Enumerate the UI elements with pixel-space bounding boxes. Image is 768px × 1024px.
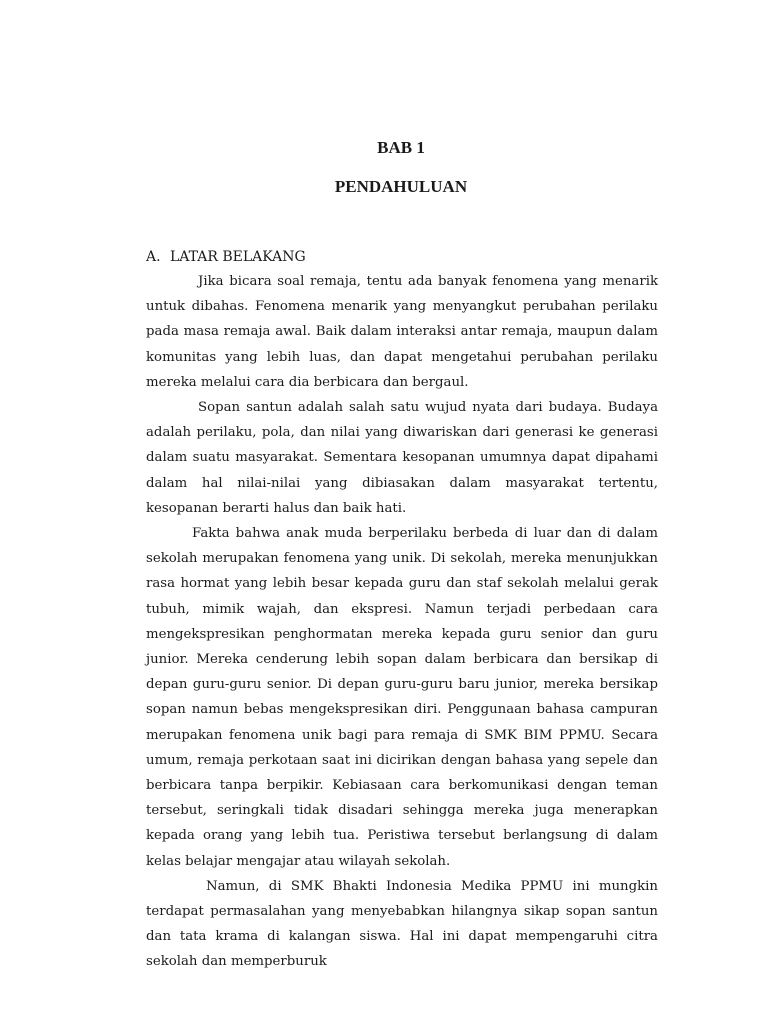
paragraph: Fakta bahwa anak muda berperilaku berbeda di luar dan di dalam sekolah merupakan fenomena yang unik. Di sekolah, mereka menunjukkan rasa hormat yang lebih besar kepada guru dan staf sekolah melalui gerak tubuh, mimik wajah, dan ekspresi. Namun terjadi perbedaan cara mengekspresikan penghormatan mereka kepada guru senior dan guru junior. Mereka cenderung lebih sopan dalam berbicara dan bersikap di depan guru-guru senior. Di depan guru-guru baru junior, mereka bersikap sopan namun bebas mengekspresikan diri. Penggunaan bahasa campuran merupakan fenomena unik bagi para remaja di SMK BIM PPMU. Secara umum, remaja perkotaan saat ini dicirikan dengan bahasa yang sepele dan berbicara tanpa berpikir. Kebiasaan cara berkomunikasi dengan teman tersebut, seringkali tidak disadari sehingga mereka juga menerapkan kepada orang yang lebih tua. Peristiwa tersebut berlangsung di dalam kelas belajar mengajar atau wilayah sekolah. xyxy=(146,526,658,869)
paragraph: Namun, di SMK Bhakti Indonesia Medika PPMU ini mungkin terdapat permasalahan yang menyebabkan hilangnya sikap sopan santun dan tata krama di kalangan siswa. Hal ini dapat mempengaruhi citra sekolah dan memperburuk xyxy=(146,878,658,970)
paragraph: Jika bicara soal remaja, tentu ada banyak fenomena yang menarik untuk dibahas. Fenomena menarik yang menyangkut perubahan perilaku pada masa remaja awal. Baik dalam interaksi antar remaja, maupun dalam komunitas yang lebih luas, dan dapat mengetahui perubahan perilaku mereka melalui cara dia berbicara dan bergaul. xyxy=(146,274,658,390)
section-heading xyxy=(146,249,306,265)
section-title: LATAR BELAKANG xyxy=(170,249,306,265)
body-text xyxy=(146,269,658,975)
paragraph: Sopan santun adalah salah satu wujud nyata dari budaya. Budaya adalah perilaku, pola, dan nilai yang diwariskan dari generasi ke generasi dalam suatu masyarakat. Sementara kesopanan umumnya dapat dipahami dalam hal nilai-nilai yang dibiasakan dalam masyarakat tertentu, kesopanan berarti halus dan baik hati. xyxy=(146,400,658,516)
chapter-number: BAB 1 xyxy=(377,138,425,157)
section-letter: A. xyxy=(146,249,161,265)
chapter-title: PENDAHULUAN xyxy=(334,177,468,196)
